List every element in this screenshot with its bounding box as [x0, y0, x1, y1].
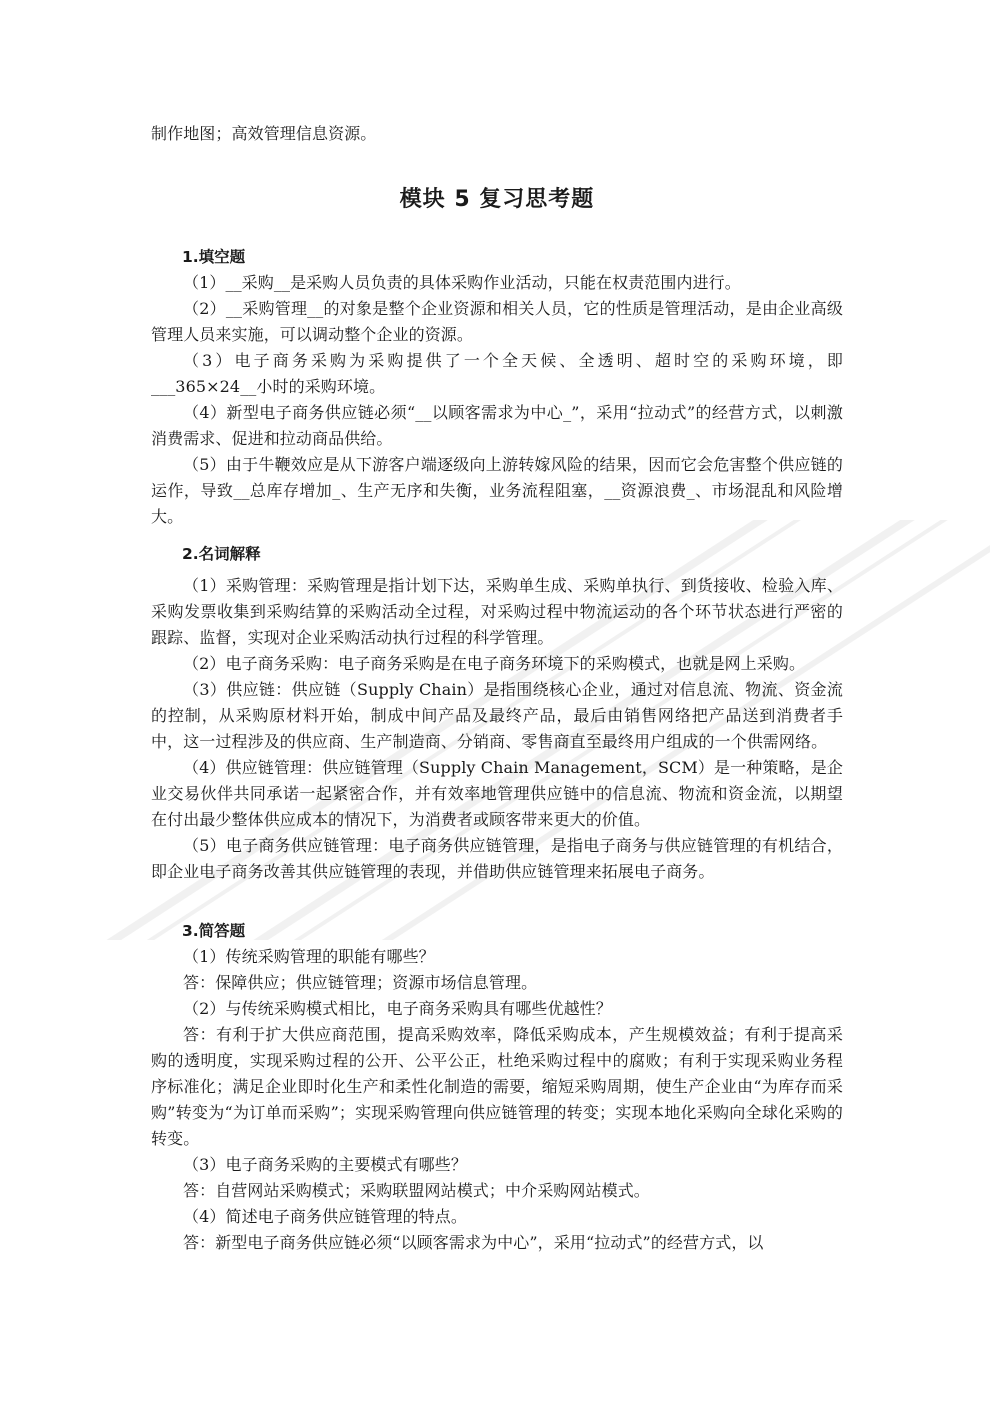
- definition-item: （4）供应链管理：供应链管理（Supply Chain Management，SCM）是一种策略，是企业交易伙伴共同承诺一起紧密合作，并有效率地管理供应链中的信息流、物流和资金流，以期望在付出最少整体供应成本的情况下，为消费者或顾客带来更大的价值。: [151, 758, 843, 829]
- definition-item: （2）电子商务采购：电子商务采购是在电子商务环境下的采购模式，也就是网上采购。: [183, 654, 806, 673]
- answer: 答：自营网站采购模式；采购联盟网站模式；中介采购网站模式。: [183, 1181, 650, 1200]
- question-item: （1）__采购__是采购人员负责的具体采购作业活动，只能在权责范围内进行。: [183, 273, 741, 292]
- question: （3）电子商务采购的主要模式有哪些？: [183, 1155, 467, 1174]
- question-item: （2）__采购管理__的对象是整个企业资源和相关人员，它的性质是管理活动，是由企业高级管理人员来实施，可以调动整个企业的资源。: [151, 299, 843, 344]
- section-short-answer: [151, 918, 843, 1256]
- section-term-definitions: [151, 541, 843, 885]
- section-heading: 3.简答题: [182, 922, 246, 940]
- question: （4）简述电子商务供应链管理的特点。: [183, 1207, 467, 1226]
- definition-item: （1）采购管理：采购管理是指计划下达，采购单生成、采购单执行、到货接收、检验入库、采购发票收集到采购结算的采购活动全过程，对采购过程中物流运动的各个环节状态进行严密的跟踪、监督，实现对企业采购活动执行过程的科学管理。: [151, 576, 843, 647]
- intro-line: 制作地图；高效管理信息资源。: [151, 124, 377, 143]
- question-item: （4）新型电子商务供应链必须“__以顾客需求为中心_”，采用“拉动式”的经营方式，以刺激消费需求、促进和拉动商品供给。: [151, 403, 843, 448]
- answer: 答：新型电子商务供应链必须“以顾客需求为中心”，采用“拉动式”的经营方式，以: [183, 1233, 764, 1252]
- section-heading: 2.名词解释: [182, 545, 261, 563]
- definition-item: （5）电子商务供应链管理：电子商务供应链管理，是指电子商务与供应链管理的有机结合，即企业电子商务改善其供应链管理的表现，并借助供应链管理来拓展电子商务。: [151, 836, 843, 881]
- section-heading: 1.填空题: [182, 248, 246, 266]
- question: （1）传统采购管理的职能有哪些？: [183, 947, 435, 966]
- answer: 答：保障供应；供应链管理；资源市场信息管理。: [183, 973, 538, 992]
- definition-item: （3）供应链：供应链（Supply Chain）是指围绕核心企业，通过对信息流、物流、资金流的控制，从采购原材料开始，制成中间产品及最终产品，最后由销售网络把产品送到消费者手中，这一过程涉及的供应商、生产制造商、分销商、零售商直至最终用户组成的一个供需网络。: [151, 680, 843, 751]
- answer: 答：有利于扩大供应商范围，提高采购效率，降低采购成本，产生规模效益；有利于提高采购的透明度，实现采购过程的公开、公平公正，杜绝采购过程中的腐败；有利于实现采购业务程序标准化；满足企业即时化生产和柔性化制造的需要，缩短采购周期，使生产企业由“为库存而采购”转变为“为订单而采购”；实现采购管理向供应链管理的转变；实现本地化采购向全球化采购的转变。: [151, 1025, 843, 1148]
- page-title: 模块 5 复习思考题: [399, 187, 595, 212]
- section-fill-in-blank: [151, 244, 843, 530]
- question-item: （3）电子商务采购为采购提供了一个全天候、全透明、超时空的采购环境，即___365×24__小时的采购环境。: [151, 351, 843, 396]
- question: （2）与传统采购模式相比，电子商务采购具有哪些优越性？: [183, 999, 612, 1018]
- question-item: （5）由于牛鞭效应是从下游客户端逐级向上游转嫁风险的结果，因而它会危害整个供应链的运作，导致__总库存增加_、生产无序和失衡，业务流程阻塞，__资源浪费_、市场混乱和风险增大。: [151, 455, 843, 526]
